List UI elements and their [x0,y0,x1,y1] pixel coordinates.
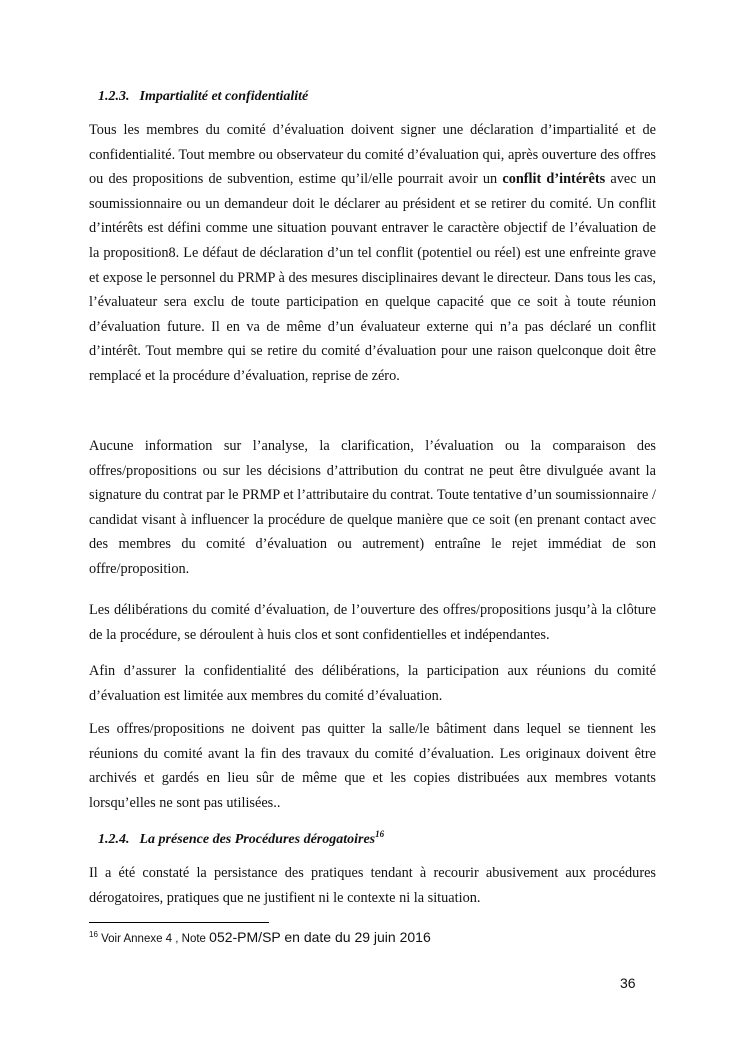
paragraph-deliberations: Les délibérations du comité d’évaluation, de l’ouverture des offres/propositions jusqu’à la clôture de la procédure, se déroulent à huis clos et sont confidentielles et indépendantes. [89,602,656,643]
footnote-reference[interactable]: 16 [375,829,385,839]
section-title: Impartialité et confidentialité [139,89,309,104]
footnote-marker: 16 [89,930,98,939]
paragraph-text: avec un soumissionnaire ou un demandeur doit le déclarer au président et se retirer du comité. Un conflit d’intérêts est défini comme une situation pouvant entraver le caractère objectif de l’évaluation de la proposition8. Le défaut de déclaration d’un tel conflit (potentiel ou réel) est une enfreinte grave et expose le personnel du PRMP à des mesures disciplinaires devant le directeur. Dans tous les cas, l’évaluateur sera exclu de toute participation en quelque capacité que ce soit à toute réunion d’évaluation future. Il en va de même d’un évaluateur externe qui n’a pas déclaré un conflit d’intérêt. Tout membre qui se retire du comité d’évaluation pour une raison quelconque doit être remplacé et la procédure d’évaluation, reprise de zéro. [89,171,656,384]
footnote-text: Voir Annexe 4 , Note [97,933,210,945]
paragraph-impartialite [89,118,656,389]
page-number: 36 [620,975,636,991]
paragraph-procedures-derogatoires: Il a été constaté la persistance des pratiques tendant à recourir abusivement aux procédures dérogatoires, pratiques que ne justifient ni le contexte ni la situation. [89,865,656,906]
footnote-separator [89,922,269,923]
paragraph-participation: Afin d’assurer la confidentialité des délibérations, la participation aux réunions du comité d’évaluation est limitée aux membres du comité d’évaluation. [89,663,656,704]
footnote-reference-text: 052-PM/SP en date du 29 juin 2016 [209,929,431,945]
paragraph-offres-archivage: Les offres/propositions ne doivent pas quitter la salle/le bâtiment dans lequel se tiennent les réunions du comité avant la fin des travaux du comité d’évaluation. Les originaux doivent être archivés et gardés en lieu sûr de même que et les copies distribuées aux membres votants lorsqu’elles ne sont pas utilisées.. [89,721,656,811]
section-heading-procedures-derogatoires [98,829,384,848]
section-heading-impartialite [98,89,308,105]
section-title: La présence des Procédures dérogatoires [139,832,376,847]
footnote [89,929,431,947]
section-number: 1.2.4. [98,832,130,847]
section-number: 1.2.3. [98,89,130,104]
paragraph-text: Tous les membres du comité d’évaluation doivent signer une déclaration d’impartialité et de confidentialité. Tout membre ou observateur du comité d’évaluation qui, après ouverture des offres ou des propositions de subvention, estime qu’il/elle pourrait avoir un [89,122,656,188]
paragraph-confidentialite-information: Aucune information sur l’analyse, la clarification, l’évaluation ou la comparaison des offres/propositions ou sur les décisions d’attribution du contrat ne peut être divulguée avant la signature du contrat par le PRMP et l’attributaire du contrat. Toute tentative d’un soumissionnaire / candidat visant à influencer la procédure de quelque manière que ce soit (en prenant contact avec des membres du comité d’évaluation ou autrement) entraîne le rejet immédiat de son offre/proposition. [89,438,656,577]
bold-term-conflit: conflit d’intérêts [502,171,606,188]
